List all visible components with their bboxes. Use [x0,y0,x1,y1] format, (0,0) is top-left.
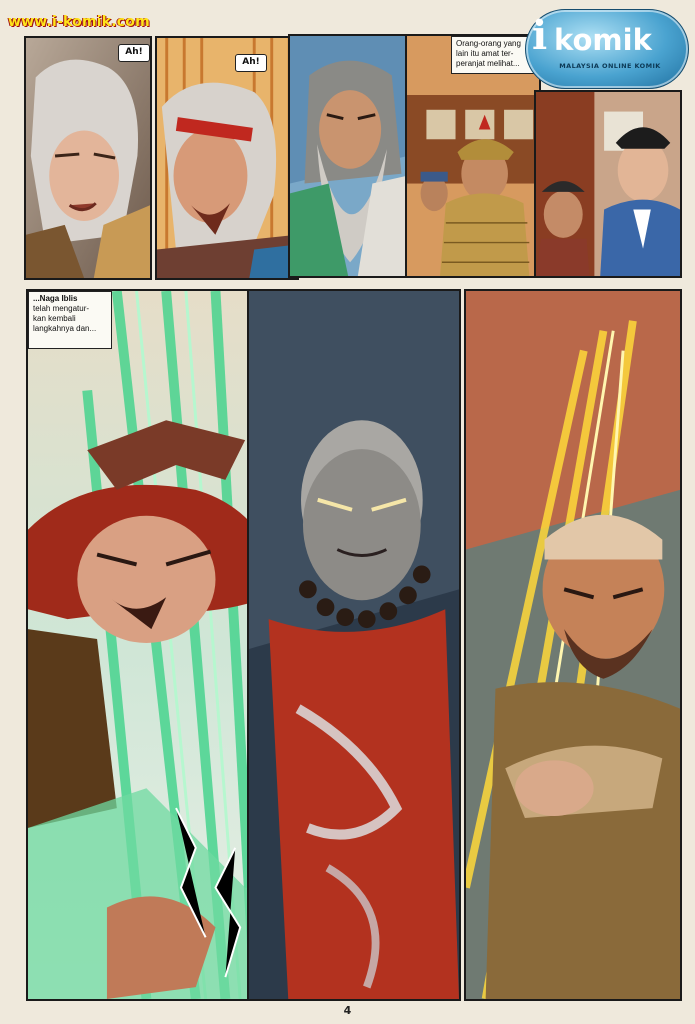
panel-2-art [157,38,297,278]
panel-8-gold-energy-warrior [464,289,682,1001]
logo-mark: i [532,12,548,59]
narration-caption-panel-6 [28,291,112,349]
panel-3-bearded-elder [288,34,418,278]
sfx-bubble-ah-2: Ah! [235,54,267,72]
ikomik-logo [525,9,689,89]
panel-7-art [249,291,459,999]
panel-3-art [290,36,416,276]
sfx-bubble-ah-1: Ah! [118,44,150,62]
panel-5-young-man-hat [534,90,682,278]
caption-line: langkahnya dan... [33,324,97,333]
caption-line: Orang-orang yang [456,39,521,48]
panel-8-art [466,291,680,999]
panel-1-silver-hair-warrior [24,36,152,280]
panel-5-art [536,92,680,276]
caption-line: peranjat melihat... [456,59,520,68]
caption-line: lain itu amat ter- [456,49,514,58]
page-number: 4 [343,1004,352,1017]
panel-2-headband-warrior [155,36,299,280]
caption-line: kan kembali [33,314,76,323]
caption-line-bold: ...Naga Iblis [33,294,78,303]
panel-1-art [26,38,150,278]
logo-tagline: MALAYSIA ONLINE KOMIK [559,62,661,70]
panel-7-bald-monk [247,289,461,1001]
panel-4-onlooking-soldiers [405,34,541,278]
caption-line: telah mengatur- [33,304,90,313]
logo-wordmark: komik [554,23,652,57]
site-url-watermark: www.i-komik.com [8,14,150,30]
